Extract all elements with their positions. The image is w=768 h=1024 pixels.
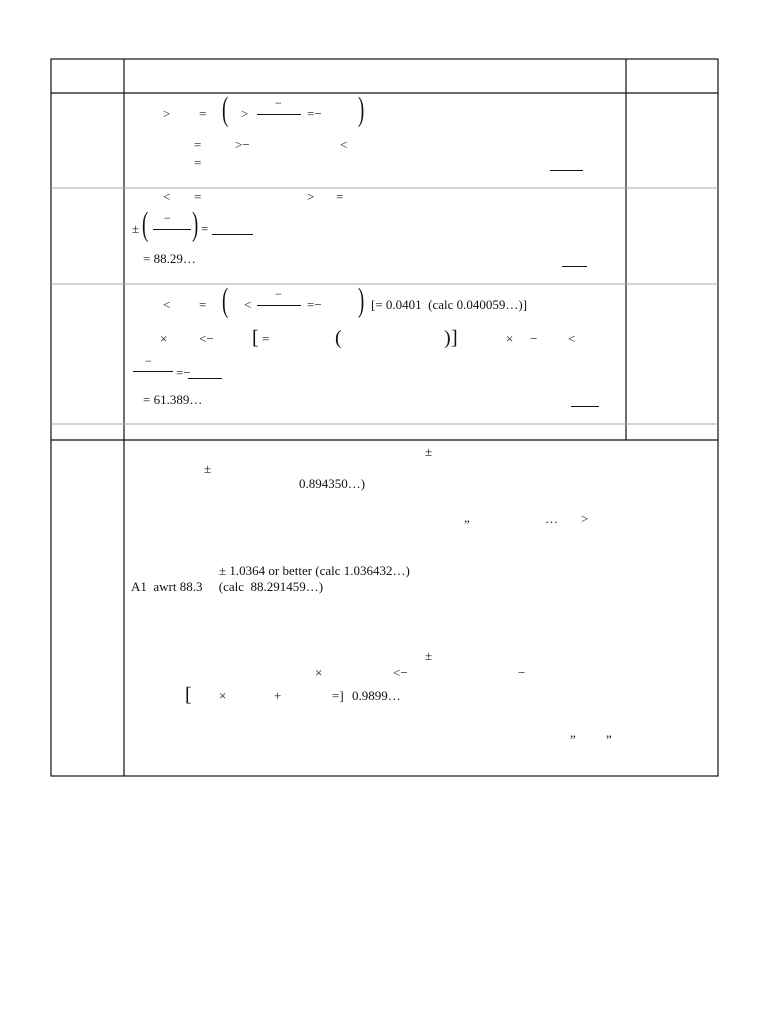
symbol-eq-minus: =−: [307, 297, 322, 312]
symbol-eq: =: [336, 189, 344, 204]
result-value: = 61.389…: [143, 392, 203, 407]
left-bracket: [: [252, 327, 259, 349]
left-paren: (: [222, 91, 229, 128]
fraction-bar: [153, 229, 191, 230]
symbol-lt: <: [340, 137, 348, 152]
symbol-plus: +: [274, 688, 282, 703]
symbol-minus: −: [530, 331, 538, 346]
symbol-times: ×: [160, 331, 168, 346]
fraction-numerator: −: [275, 96, 282, 110]
symbol-eq-minus: =−: [176, 365, 191, 380]
symbol-plus-minus: ±: [425, 444, 433, 459]
symbol-minus: −: [518, 665, 526, 680]
symbol-plus-minus: ±: [132, 221, 140, 236]
symbol-lt: <: [163, 297, 171, 312]
symbol-gt: >: [241, 106, 249, 121]
symbol-eq: =: [194, 189, 202, 204]
left-bracket: [: [185, 684, 192, 706]
right-paren: ): [192, 206, 199, 243]
table-border: [51, 59, 718, 776]
left-paren: (: [222, 282, 229, 319]
symbol-quote: ”: [570, 732, 576, 747]
symbol-gt: >: [307, 189, 315, 204]
fraction-bar: [257, 305, 301, 306]
right-paren: ): [358, 91, 365, 128]
right-paren: ): [358, 282, 365, 319]
symbol-lt: <: [163, 189, 171, 204]
answer-underline: [188, 378, 222, 379]
fraction-bar: [133, 371, 173, 372]
symbol-lt: <: [568, 331, 576, 346]
left-paren: (: [142, 206, 149, 243]
symbol-plus-minus: ±: [204, 461, 212, 476]
symbol-lt-minus: <−: [199, 331, 214, 346]
fraction-numerator: −: [275, 287, 282, 301]
symbol-eq-bracket: =]: [332, 688, 344, 703]
answer-underline: [550, 170, 583, 171]
result-value: 0.9899…: [352, 688, 401, 703]
symbol-gt-minus: >−: [235, 137, 250, 152]
symbol-ellipsis: …: [545, 511, 558, 526]
symbol-eq: =: [201, 221, 209, 236]
note-text: 0.894350…): [299, 476, 366, 491]
symbol-eq: =: [194, 155, 202, 170]
bracket-note: [= 0.0401 (calc 0.040059…)]: [371, 297, 528, 312]
symbol-gt: >: [581, 511, 589, 526]
symbol-eq: =: [199, 106, 207, 121]
right-bracket: ]: [451, 327, 458, 349]
symbol-eq-minus: =−: [307, 106, 322, 121]
symbol-eq: =: [194, 137, 202, 152]
symbol-times: ×: [506, 331, 514, 346]
fraction-numerator: −: [164, 211, 171, 225]
answer-underline: [562, 266, 587, 267]
symbol-eq: =: [199, 297, 207, 312]
fraction-bar: [257, 114, 301, 115]
note-text: ± 1.0364 or better (calc 1.036432…): [219, 563, 410, 578]
symbol-plus-minus: ±: [425, 648, 433, 663]
symbol-gt: >: [163, 106, 171, 121]
symbol-quote: ”: [606, 732, 612, 747]
answer-underline: [571, 406, 599, 407]
symbol-quote: „: [464, 510, 470, 525]
note-text: A1 awrt 88.3 (calc 88.291459…): [131, 579, 324, 594]
symbol-lt: <: [244, 297, 252, 312]
answer-underline: [212, 234, 253, 235]
result-value: = 88.29…: [143, 251, 196, 266]
right-paren: ): [444, 327, 451, 349]
symbol-eq: =: [262, 331, 270, 346]
symbol-times: ×: [219, 688, 227, 703]
symbol-times: ×: [315, 665, 323, 680]
left-paren: (: [335, 327, 342, 349]
fraction-numerator: −: [145, 354, 152, 368]
symbol-lt-minus: <−: [393, 665, 408, 680]
